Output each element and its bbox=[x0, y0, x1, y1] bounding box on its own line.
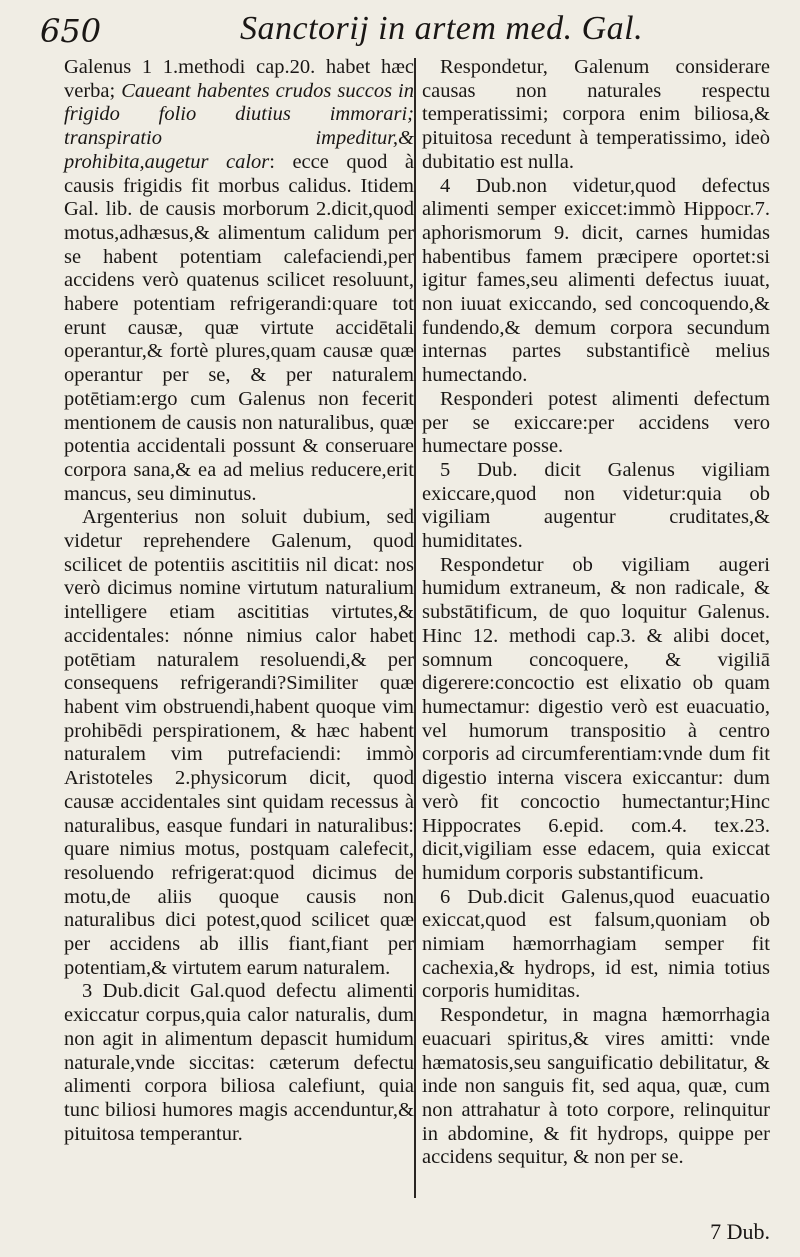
paragraph: Argenterius non soluit dubium, sed videtur reprehendere Galenum, quod scilicet de potentiis ascititiis nil dicat: nos verò dicimus nomine virtutum naturalium intelligere etiam ascititias virtutes,& accidentales: nónne nimius calor habet potētiam naturalem resoluendi,& per consequens refrigerandi?Similiter quæ habent vim obstruendi,habent quoque vim prohibēdi perspirationem, & hæc habent naturalem vim putrefaciendi: immò Aristoteles 2.physicorum dicit, quod causæ accidentales sint quidam recessus à naturalibus, easque fundari in naturalibus: quare nimius motus, postquam calefecit, resoluendo refrigerat:quod dicimus de motu,de aliis quoque causis non naturalibus dici potest,quod scilicet quæ per accidens ab illis fiant,fiant per potentiam,& virtutem earum naturalem. bbox=[64, 506, 414, 979]
right-column bbox=[422, 56, 770, 1170]
paragraph: Respondetur, in magna hæmorrhagia euacuari spiritus,& vires amitti: vnde hæmatosis,seu sanguificatio debilitatur, & inde non sanguis fit, sed aqua, quæ, cum non attrahatur à toto corpore, relinquitur in abdomine, & fit hydrops, quippe per accidens sequitur, & non per se. bbox=[422, 1004, 770, 1169]
running-title: Sanctorij in artem med. Gal. bbox=[240, 10, 644, 47]
paragraph: 5 Dub. dicit Galenus vigiliam exiccare,quod non videtur:quia ob vigiliam augentur cruditates,& humiditates. bbox=[422, 458, 770, 553]
paragraph: Respondetur, Galenum considerare causas non naturales respectu temperatissimi; corpora enim biliosa,& pituitosa recedunt à temperatissimo, ideò dubitatio est nulla. bbox=[422, 56, 770, 173]
left-column bbox=[64, 56, 414, 1146]
column-divider bbox=[414, 58, 416, 1198]
paragraph: Respondetur ob vigiliam augeri humidum extraneum, & non radicale, & substātificum, de quo loquitur Galenus. Hinc 12. methodi cap.3. & alibi docet, somnum concoquere, & vigiliā digerere:concoctio est elixatio ob quam humectamur: digestio verò est euacuatio, vel humorum transpositio à centro corporis ad circumferentiam:vnde dum fit digestio interna viscera exiccantur: dum verò fit concoctio humectantur;Hinc Hippocrates 6.epid. com.4. tex.23. dicit,vigiliam esse edacem, quia exiccat humidum corporis substantificum. bbox=[422, 553, 770, 884]
page-header bbox=[40, 8, 790, 58]
paragraph: Responderi potest alimenti defectum per se exiccare:per accidens vero humectare posse. bbox=[422, 387, 770, 458]
page-number: 650 bbox=[40, 12, 102, 50]
italic-quotation: Caueant habentes crudos succos in frigido folio diutius immorari; transpiratio impeditur,& prohibita,augetur calor bbox=[64, 79, 414, 173]
paragraph: 6 Dub.dicit Galenus,quod euacuatio exiccat,quod est falsum,quoniam ob nimiam hæmorrhagiam semper fit cachexia,& hydrops, id est, nimia totius corporis humiditas. bbox=[422, 885, 770, 1003]
paragraph: 4 Dub.non videtur,quod defectus alimenti semper exiccet:immò Hippocr.7. aphorismorum 9. dicit, carnes humidas habentibus famem præcipere oportet:si igitur fames,seu alimenti defectus iuuat, non iuuat exiccando, sed concoquendo,& fundendo,& demum corpora secundum internas partes substantificè melius humectando. bbox=[422, 174, 770, 387]
catchword: 7 Dub. bbox=[710, 1219, 770, 1244]
text-run: : ecce quod à causis frigidis fit morbus calidus. Itidem Gal. lib. de causis morborum 2.dicit,quod motus,adhæsus,& alimentum calidum per se habent potentiam calefaciendi,per accidens verò quatenus scilicet resoluunt, habere potentiam refrigerandi:quare tot erunt causæ, quæ virtute accidētali operantur,& fortè plures,quam causæ quæ operantur per se, & per naturalem potētiam:ergo cum Galenus non fecerit mentionem de causis non naturalibus, quæ potentia accidentali possunt & conseruare corpora sana,& ea ad melius reducere,erit mancus, seu diminutus. bbox=[64, 150, 414, 505]
paragraph bbox=[64, 56, 414, 506]
paragraph: 3 Dub.dicit Gal.quod defectu alimenti exiccatur corpus,quia calor naturalis, dum non agit in alimentum depascit humidum naturale,vnde siccitas: cæterum defectu alimenti corpora biliosa calefiunt, quia tunc biliosi humores magis accenduntur,& pituitosa temperantur. bbox=[64, 980, 414, 1145]
text-run: Galenus 1 1.methodi cap.20. habet hæc verba; bbox=[64, 56, 414, 102]
